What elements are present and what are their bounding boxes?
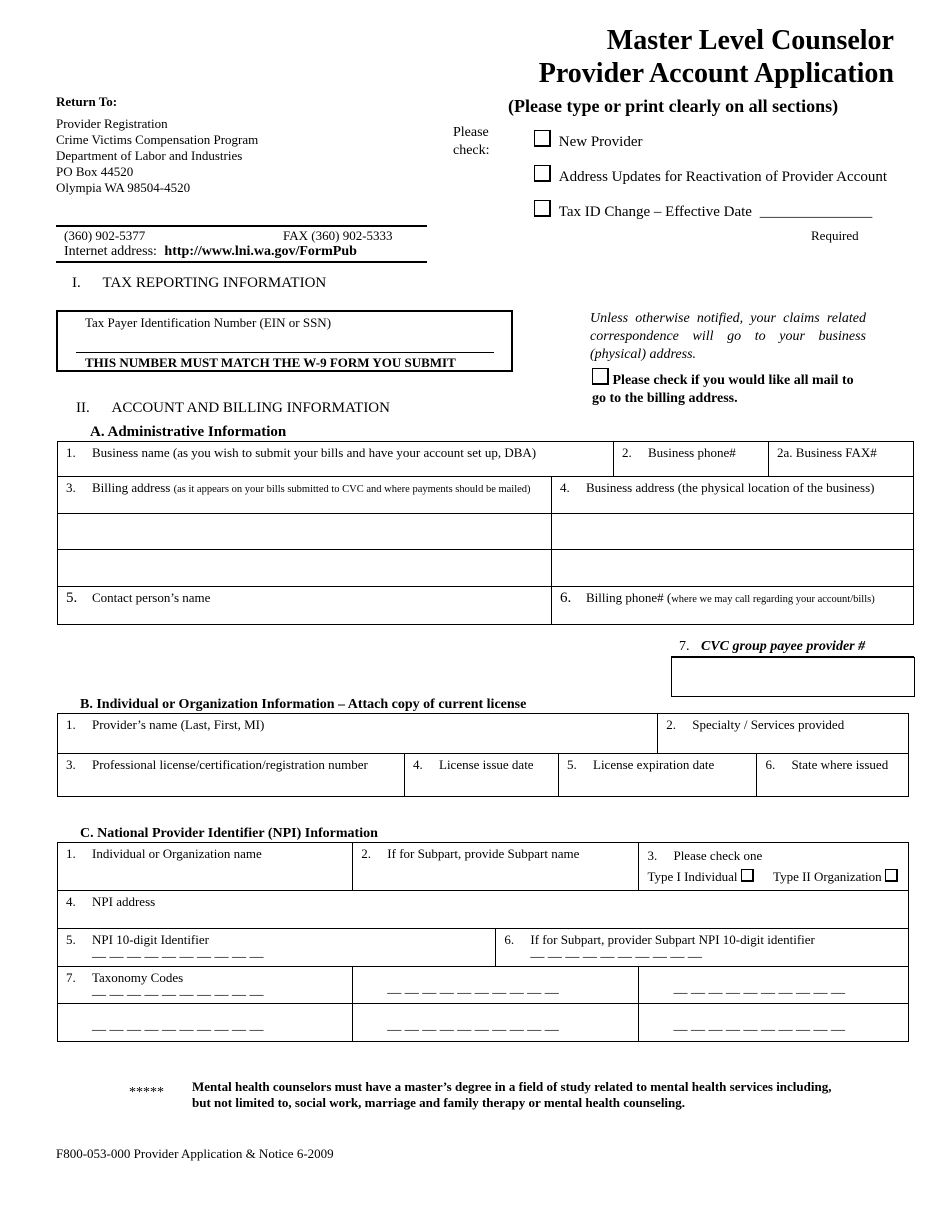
license-expiration-cell[interactable] [559, 754, 757, 797]
billing-address-line[interactable] [58, 514, 552, 550]
return-to-label: Return To: [56, 94, 118, 109]
option-tax-id-change[interactable] [534, 200, 872, 221]
contact-top-rule [56, 225, 427, 227]
cvc-payee-heading [679, 639, 865, 655]
provider-name-cell[interactable] [58, 714, 658, 754]
section-2-roman: II. [76, 400, 90, 416]
field-number: 1. [66, 846, 76, 861]
subpart-npi-label: If for Subpart, provider Subpart NPI 10-digit identifier [530, 932, 815, 947]
section-2-title: ACCOUNT AND BILLING INFORMATION [111, 400, 390, 416]
state-issued-label: State where issued [791, 757, 889, 772]
address-line: Provider Registration [56, 116, 168, 131]
type-2-label: Type II Organization [773, 869, 882, 884]
field-number: 5. [567, 757, 577, 772]
type-1-option[interactable] [647, 869, 753, 884]
cvc-payee-input[interactable] [671, 657, 915, 697]
subpart-npi-digits[interactable]: __ __ __ __ __ __ __ __ __ __ [530, 945, 702, 960]
contact-bottom-rule [56, 261, 427, 263]
footnote-stars: ***** [129, 1085, 164, 1100]
field-number: 4. [66, 894, 76, 909]
specialty-label: Specialty / Services provided [692, 717, 845, 732]
title-line-1: Master Level Counselor [606, 25, 894, 56]
section-2a-title: A. Administrative Information [90, 424, 287, 440]
field-number: 3. [647, 848, 658, 863]
npi-address-cell[interactable] [58, 891, 909, 929]
field-number: 2. [361, 846, 372, 861]
please-check-label [453, 124, 490, 160]
tin-note: THIS NUMBER MUST MATCH THE W-9 FORM YOU SUBMIT [85, 355, 456, 370]
tin-label: Tax Payer Identification Number (EIN or SSN) [85, 315, 332, 330]
field-number: 3. [66, 480, 76, 495]
taxonomy-cell[interactable] [639, 967, 909, 1004]
address-line: Olympia WA 98504-4520 [56, 180, 191, 195]
section-1-heading [72, 275, 326, 292]
field-number: 4. [413, 757, 423, 772]
administrative-table [57, 441, 914, 625]
taxonomy-digits[interactable]: __ __ __ __ __ __ __ __ __ __ [92, 983, 264, 998]
field-number: 6. [560, 590, 572, 606]
taxonomy-cell[interactable] [639, 1004, 909, 1042]
please-check-label-line: check: [453, 143, 490, 158]
address-updates-checkbox[interactable] [534, 165, 551, 182]
form-id: F800-053-000 Provider Application & Notice 6-2009 [56, 1146, 334, 1161]
address-line: PO Box 44520 [56, 164, 134, 179]
npi-type-cell [639, 843, 909, 891]
section-2b-title: B. Individual or Organization Information – Attach copy of current license [80, 697, 527, 712]
tin-input-line[interactable] [76, 352, 494, 353]
license-number-cell[interactable] [58, 754, 405, 797]
address-line: Crime Victims Compensation Program [56, 132, 259, 147]
phone-number: (360) 902-5377 [64, 228, 146, 243]
billing-address-line[interactable] [58, 550, 552, 587]
field-number: 6. [504, 932, 515, 947]
business-address-cell[interactable] [552, 477, 914, 514]
billing-phone-label: Billing phone# ( [586, 590, 672, 605]
address-line: Department of Labor and Industries [56, 148, 243, 163]
return-address [56, 116, 258, 196]
license-issue-label: License issue date [439, 757, 534, 772]
business-fax-cell[interactable] [769, 442, 914, 477]
internet-url[interactable]: http://www.lni.wa.gov/FormPub [164, 244, 357, 259]
taxonomy-digits[interactable]: __ __ __ __ __ __ __ __ __ __ [673, 981, 845, 996]
taxonomy-digits[interactable]: __ __ __ __ __ __ __ __ __ __ [673, 1018, 845, 1033]
taxonomy-cell[interactable] [353, 967, 639, 1004]
tin-box [56, 310, 513, 372]
taxonomy-cell[interactable] [58, 1004, 353, 1042]
type-1-checkbox[interactable] [741, 869, 754, 882]
business-phone-cell[interactable] [614, 442, 769, 477]
billing-address-cell[interactable] [58, 477, 552, 514]
billing-address-label: Billing address [92, 480, 171, 495]
type-1-label: Type I Individual [647, 869, 738, 884]
billing-address-checkbox[interactable] [592, 368, 609, 385]
provider-name-label: Provider’s name (Last, First, MI) [92, 717, 265, 732]
taxonomy-cell[interactable] [353, 1004, 639, 1042]
taxonomy-digits[interactable]: __ __ __ __ __ __ __ __ __ __ [92, 1018, 264, 1033]
type-2-option[interactable] [773, 869, 898, 884]
taxonomy-digits[interactable]: __ __ __ __ __ __ __ __ __ __ [387, 1018, 559, 1033]
new-provider-checkbox[interactable] [534, 130, 551, 147]
tax-id-change-label: Tax ID Change – Effective Date [558, 204, 752, 220]
business-address-line[interactable] [552, 550, 914, 587]
business-fax-label: 2a. Business FAX# [777, 445, 877, 460]
field-number: 5. [66, 590, 78, 606]
business-address-label: Business address (the physical location of the business) [586, 480, 875, 495]
billing-address-check-label: Please check if you would like all mail to go to the billing address. [592, 373, 854, 406]
npi-identifier-cell[interactable] [58, 929, 496, 967]
license-issue-cell[interactable] [405, 754, 559, 797]
field-number: 3. [66, 757, 76, 772]
address-updates-label: Address Updates for Reactivation of Provider Account [558, 169, 887, 185]
business-name-label: Business name (as you wish to submit your bills and have your account set up, DBA) [92, 445, 537, 460]
npi-type-label: Please check one [673, 848, 763, 863]
please-check-label-line: Please [453, 125, 489, 140]
correspondence-notice: Unless otherwise notified, your claims related correspondence will go to your business (physical) address. [590, 311, 866, 362]
taxonomy-label: Taxonomy Codes [92, 970, 184, 985]
subpart-npi-cell[interactable] [496, 929, 909, 967]
npi-identifier-label: NPI 10-digit Identifier [92, 932, 209, 947]
page-title [539, 24, 894, 90]
required-note: Required [811, 228, 859, 243]
subpart-name-cell[interactable] [353, 843, 639, 891]
npi-table [57, 842, 909, 1042]
subpart-name-label: If for Subpart, provide Subpart name [387, 846, 580, 861]
field-number: 2. [622, 445, 632, 460]
field-number: 6. [765, 757, 776, 772]
state-issued-cell[interactable] [757, 754, 909, 797]
business-name-cell[interactable] [58, 442, 614, 477]
internet-address [64, 244, 357, 260]
new-provider-label: New Provider [558, 134, 643, 150]
effective-date-field[interactable]: _______________ [759, 204, 873, 220]
billing-phone-cell[interactable] [552, 587, 914, 625]
field-number: 1. [66, 717, 76, 732]
option-new-provider[interactable] [534, 130, 642, 151]
npi-identifier-digits[interactable]: __ __ __ __ __ __ __ __ __ __ [92, 945, 264, 960]
option-address-updates[interactable] [534, 165, 887, 186]
billing-phone-hint: where we may call regarding your account/bills) [671, 594, 875, 605]
fax-number: FAX (360) 902-5333 [283, 228, 393, 243]
section-1-title: TAX REPORTING INFORMATION [102, 275, 327, 291]
npi-address-label: NPI address [92, 894, 156, 909]
contact-person-label: Contact person’s name [92, 590, 211, 605]
cvc-payee-label: CVC group payee provider # [701, 639, 866, 654]
tax-id-change-checkbox[interactable] [534, 200, 551, 217]
business-phone-label: Business phone# [648, 445, 736, 460]
license-number-label: Professional license/certification/registration number [92, 757, 368, 772]
field-number: 7. [66, 970, 76, 985]
type-2-checkbox[interactable] [885, 869, 898, 882]
section-2c-title: C. National Provider Identifier (NPI) Information [80, 826, 378, 841]
business-address-line[interactable] [552, 514, 914, 550]
field-number: 5. [66, 932, 76, 947]
taxonomy-digits[interactable]: __ __ __ __ __ __ __ __ __ __ [387, 981, 559, 996]
section-1-roman: I. [72, 275, 81, 291]
contact-person-cell[interactable] [58, 587, 552, 625]
page-subtitle: (Please type or print clearly on all sections) [508, 96, 839, 116]
billing-address-hint: (as it appears on your bills submitted to CVC and where payments should be mailed) [173, 484, 531, 495]
field-number: 7. [679, 639, 690, 654]
section-2-heading [76, 400, 390, 417]
internet-label: Internet address: [64, 244, 157, 259]
billing-address-option[interactable] [592, 368, 866, 408]
title-line-2: Provider Account Application [538, 58, 894, 89]
field-number: 2. [666, 717, 676, 732]
individual-info-table [57, 713, 909, 797]
footnote-text: Mental health counselors must have a master’s degree in a field of study related to mental health services including, but not limited to, social work, marriage and family therapy or mental health counseling. [192, 1079, 832, 1110]
taxonomy-cell[interactable] [58, 967, 353, 1004]
license-expiration-label: License expiration date [593, 757, 715, 772]
field-number: 1. [66, 445, 76, 460]
field-number: 4. [560, 480, 570, 495]
npi-org-name-cell[interactable] [58, 843, 353, 891]
npi-org-name-label: Individual or Organization name [92, 846, 262, 861]
specialty-cell[interactable] [658, 714, 909, 754]
